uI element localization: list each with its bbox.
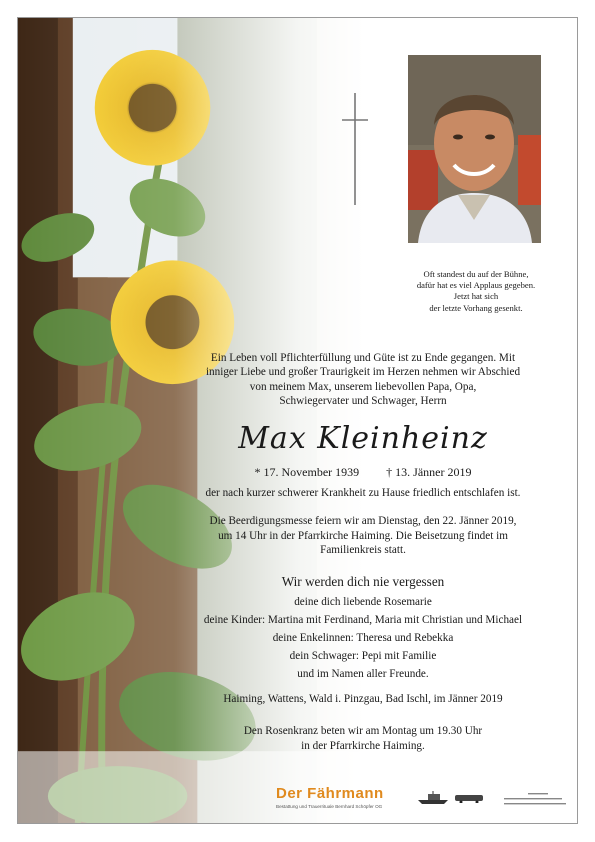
life-dates (158, 464, 568, 480)
family-list (158, 593, 568, 683)
family-line: deine dich liebende Rosemarie (294, 596, 432, 608)
funeral-line: Familienkreis statt. (320, 544, 406, 556)
hearse-icon (454, 793, 484, 803)
intro-line: inniger Liebe und großer Traurigkeit im Herzen nehmen wir Abschied (205, 366, 521, 379)
contact-text-lines (488, 792, 574, 810)
deceased-name: Max Kleinheinz (238, 421, 488, 456)
portrait-photo (408, 55, 541, 243)
ferry-boat-icon (416, 791, 450, 805)
intro-line: von meinem Max, unserem liebevollen Papa, Opa, (249, 380, 477, 393)
rosary-line: in der Pfarrkirche Haiming. (301, 739, 425, 752)
places-date: Haiming, Wattens, Wald i. Pinzgau, Bad Ischl, im Jänner 2019 (223, 693, 503, 705)
funeral-home-logo: Der Fährmann (276, 785, 384, 802)
motto: Wir werden dich nie vergessen (281, 574, 445, 589)
quote-line: dafür hat es viel Applaus gegeben. (416, 280, 536, 291)
family-line: dein Schwager: Pepi mit Familie (289, 650, 437, 662)
funeral-details (158, 514, 568, 558)
birth-date: * 17. November 1939 (254, 465, 360, 479)
quote-line: Oft standest du auf der Bühne, (423, 269, 529, 279)
cross-icon (340, 93, 370, 205)
funeral-line: Die Beerdigungsmesse feiern wir am Dienstag, den 22. Jänner 2019, (209, 515, 517, 527)
rosary-line: Den Rosenkranz beten wir am Montag um 19.30 Uhr (243, 725, 483, 737)
death-date: † 13. Jänner 2019 (386, 465, 472, 479)
quote-line: der letzte Vorhang gesenkt. (429, 302, 523, 313)
rosary-details (158, 724, 568, 753)
funeral-home-footer (18, 775, 577, 823)
funeral-home-tagline: Bestattung und Trauerrituale Bernhard Schöpfer OG (276, 804, 383, 809)
contact-details (488, 792, 574, 812)
passing-text: der nach kurzer schwerer Krankheit zu Hause friedlich entschlafen ist. (205, 487, 521, 499)
family-line: deine Kinder: Martina mit Ferdinand, Maria mit Christian und Michael (203, 614, 523, 626)
family-line: und im Namen aller Freunde. (297, 668, 429, 680)
intro-line: Ein Leben voll Pflichterfüllung und Güte ist zu Ende gegangen. Mit (210, 352, 516, 364)
intro-line: Schwiegervater und Schwager, Herrn (279, 395, 447, 408)
intro-paragraph (158, 351, 568, 409)
funeral-line: um 14 Uhr in der Pfarrkirche Haiming. Die Beisetzung findet im (218, 529, 508, 542)
quote-line: Jetzt hat sich (453, 291, 499, 302)
obituary-card (17, 17, 578, 824)
memorial-quote (388, 269, 564, 314)
family-line: deine Enkelinnen: Theresa und Rebekka (272, 632, 454, 644)
